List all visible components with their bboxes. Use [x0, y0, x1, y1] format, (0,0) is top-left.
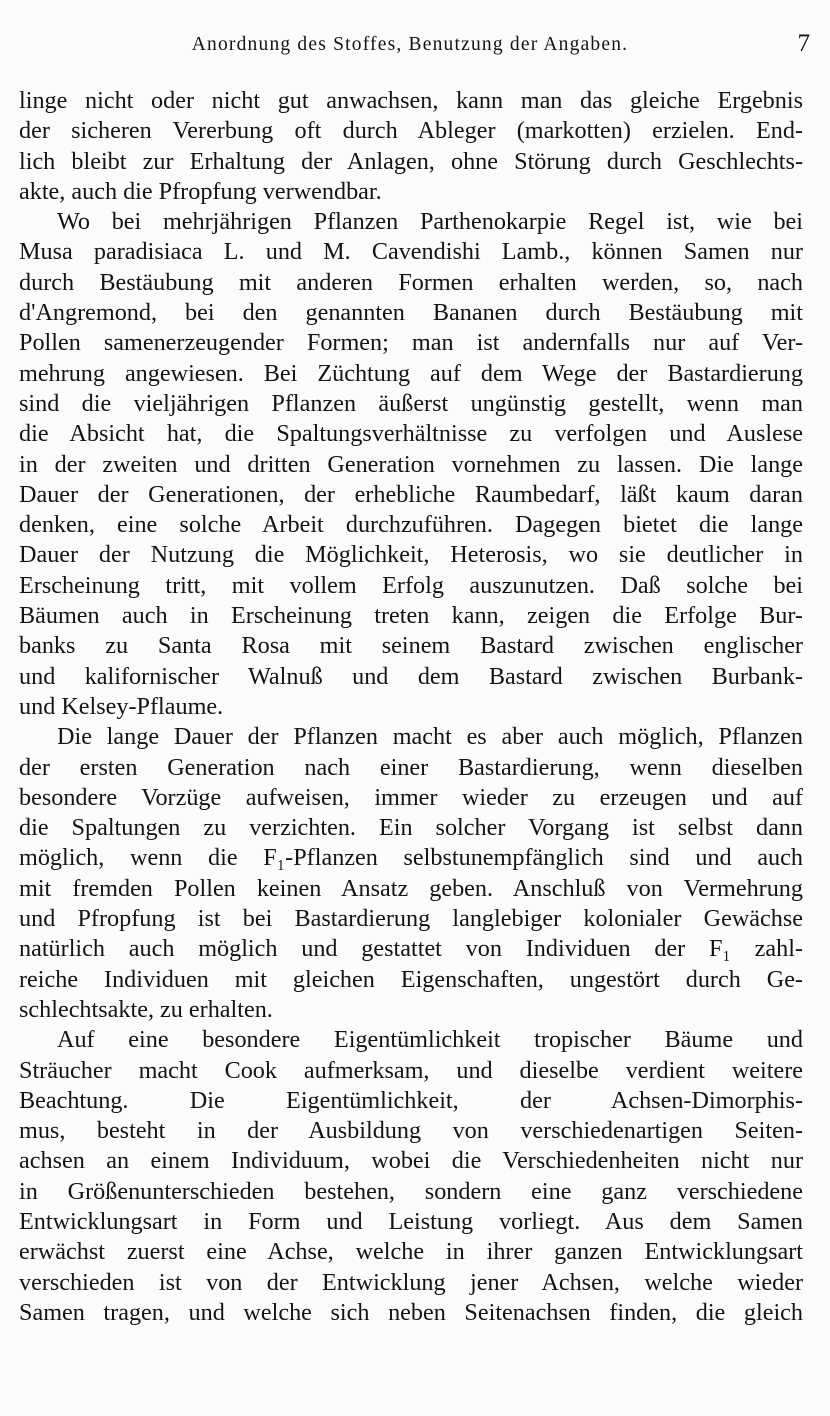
text-line: und kalifornischer Walnuß und dem Bastard zwischen Burbank-: [19, 662, 803, 690]
text-line: in Größenunterschieden bestehen, sondern eine ganz verschiedene: [19, 1177, 803, 1205]
text-line: mehrung angewiesen. Bei Züchtung auf dem Wege der Bastardierung: [19, 359, 803, 387]
text-line: Dauer der Generationen, der erhebliche Raumbedarf, läßt kaum daran: [19, 480, 803, 508]
text-line: erwächst zuerst eine Achse, welche in ihrer ganzen Entwicklungsart: [19, 1238, 803, 1266]
text-line: banks zu Santa Rosa mit seinem Bastard zwischen englischer: [19, 632, 803, 660]
text-line: durch Bestäubung mit anderen Formen erhalten werden, so, nach: [19, 268, 803, 296]
text-line: in der zweiten und dritten Generation vornehmen zu lassen. Die lange: [19, 450, 803, 478]
text-line: und Kelsey-Pflaume.: [19, 692, 224, 720]
text-line: der ersten Generation nach einer Bastardierung, wenn dieselben: [19, 753, 803, 781]
text-line: besondere Vorzüge aufweisen, immer wieder zu erzeugen und auf: [19, 783, 803, 811]
text-line: Sträucher macht Cook aufmerksam, und dieselbe verdient weitere: [19, 1056, 803, 1084]
text-line: d'Angremond, bei den genannten Bananen durch Bestäubung mit: [19, 299, 803, 327]
text-line: Dauer der Nutzung die Möglichkeit, Heterosis, wo sie deutlicher in: [19, 541, 803, 569]
paragraph-first-line: Wo bei mehrjährigen Pflanzen Parthenokarpie Regel ist, wie bei: [57, 208, 803, 236]
text-line: denken, eine solche Arbeit durchzuführen. Dagegen bietet die lange: [19, 511, 803, 539]
text-line: Pollen samenerzeugender Formen; man ist andernfalls nur auf Ver-: [19, 329, 803, 357]
text-line: möglich, wenn die F₁-Pflanzen selbstunempfänglich sind und auch: [19, 844, 803, 872]
text-line: der sicheren Vererbung oft durch Ableger (markotten) erzielen. End-: [19, 117, 803, 145]
page-number: 7: [797, 30, 810, 57]
text-line: mus, besteht in der Ausbildung von verschiedenartigen Seiten-: [19, 1117, 803, 1145]
text-line: die Absicht hat, die Spaltungsverhältnisse zu verfolgen und Auslese: [19, 420, 803, 448]
paragraph-first-line: Auf eine besondere Eigentümlichkeit tropischer Bäume und: [57, 1026, 803, 1054]
text-line: verschieden ist von der Entwicklung jener Achsen, welche wieder: [19, 1268, 803, 1296]
text-line: Bäumen auch in Erscheinung treten kann, zeigen die Erfolge Bur-: [19, 602, 803, 630]
body-text: [19, 86, 803, 1328]
text-line: Samen tragen, und welche sich neben Seitenachsen finden, die gleich: [19, 1298, 803, 1326]
text-line: mit fremden Pollen keinen Ansatz geben. Anschluß von Vermehrung: [19, 874, 803, 902]
text-line: Musa paradisiaca L. und M. Cavendishi Lamb., können Samen nur: [19, 238, 803, 266]
text-line: akte, auch die Pfropfung verwendbar.: [19, 177, 382, 205]
text-line: und Pfropfung ist bei Bastardierung langlebiger kolonialer Gewächse: [19, 905, 803, 933]
text-line: reiche Individuen mit gleichen Eigenschaften, ungestört durch Ge-: [19, 965, 803, 993]
page-header: [0, 30, 830, 62]
text-line: Entwicklungsart in Form und Leistung vorliegt. Aus dem Samen: [19, 1207, 803, 1235]
paragraph-first-line: Die lange Dauer der Pflanzen macht es aber auch möglich, Pflanzen: [57, 723, 803, 751]
text-line: linge nicht oder nicht gut anwachsen, kann man das gleiche Ergebnis: [19, 87, 803, 114]
text-line: die Spaltungen zu verzichten. Ein solcher Vorgang ist selbst dann: [19, 814, 803, 842]
text-line: lich bleibt zur Erhaltung der Anlagen, ohne Störung durch Geschlechts-: [19, 147, 803, 175]
text-line: Erscheinung tritt, mit vollem Erfolg auszunutzen. Daß solche bei: [19, 571, 803, 599]
text-line: sind die vieljährigen Pflanzen äußerst ungünstig gestellt, wenn man: [19, 389, 803, 417]
text-line: achsen an einem Individuum, wobei die Verschiedenheiten nicht nur: [19, 1147, 803, 1175]
running-title: Anordnung des Stoffes, Benutzung der Angaben.: [191, 34, 629, 55]
text-line: schlechtsakte, zu erhalten.: [19, 995, 273, 1023]
text-line: natürlich auch möglich und gestattet von Individuen der F₁ zahl-: [19, 935, 803, 963]
text-line: Beachtung. Die Eigentümlichkeit, der Achsen-Dimorphis-: [19, 1086, 803, 1114]
